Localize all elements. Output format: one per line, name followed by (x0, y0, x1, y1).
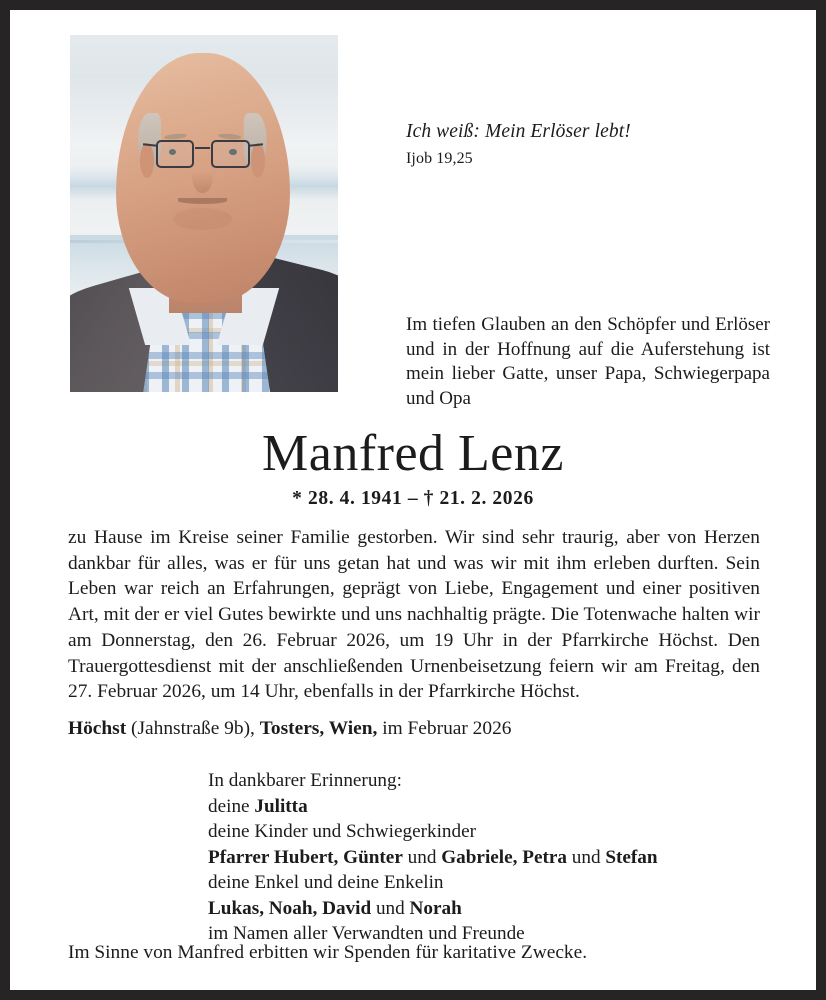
body-paragraph: zu Hause im Kreise seiner Familie gestorben. Wir sind sehr traurig, aber von Herzen dankbar für alles, was er für uns getan hat und was wir mit ihm erleben durften. Sein Leben war reich an Erfahrungen, geprägt von Liebe, Engagement und einer positiven Art, mit der er viel Gutes bewirkte und uns nachhaltig prägte. Die Totenwache halten wir am Donnerstag, den 26. Februar 2026, um 19 Uhr in der Pfarrkirche Höchst. Den Trauergottesdienst mit der anschließenden Urnenbeisetzung feiern wir am Freitag, den 27. Februar 2026, um 14 Uhr, ebenfalls in der Pfarrkirche Höchst. (68, 527, 760, 703)
photo-head (116, 53, 290, 303)
place-street: (Jahnstraße 9b), (126, 718, 260, 739)
photo-mouth (178, 198, 227, 204)
mourners-line-grandchildren-label: deine Enkel und deine Enkelin (208, 872, 444, 894)
photo-ear-left (140, 143, 154, 178)
bible-verse-source: Ijob 19,25 (406, 149, 473, 167)
place-month-year: im Februar 2026 (377, 718, 512, 739)
mourners-children-mid-a: und (402, 846, 442, 868)
place-secondary: Tosters, Wien, (259, 718, 378, 739)
mourners-children-a: Pfarrer Hubert, Günter (208, 846, 403, 868)
mourners-line-relatives: im Namen aller Verwandten und Freunde (208, 923, 525, 945)
place-primary: Höchst (68, 718, 127, 739)
life-dates: * 28. 4. 1941 – † 21. 2. 2026 (292, 488, 534, 509)
portrait-photo (70, 35, 338, 392)
name-block (10, 425, 816, 510)
place-and-date-line (68, 718, 768, 740)
mourners-grandchildren-a: Lukas, Noah, David (208, 897, 372, 919)
mourners-line-spouse (208, 794, 768, 820)
photo-eyeglasses-bridge (195, 147, 211, 149)
mourners-children-c: Stefan (605, 846, 658, 868)
mourners-block (208, 768, 768, 947)
bible-verse-block (406, 120, 776, 168)
mourners-line-children-names (208, 845, 768, 871)
top-section (10, 10, 816, 410)
mourners-children-mid-b: und (566, 846, 606, 868)
photo-eyeglasses-right-lens (211, 140, 250, 168)
intro-paragraph: Im tiefen Glauben an den Schöpfer und Erlöser und in der Hoffnung auf die Auferstehung ist mein lieber Gatte, unser Papa, Schwiegerpapa und Opa (406, 314, 770, 410)
photo-nose (192, 158, 213, 193)
mourners-line-grandchildren-names (208, 896, 768, 922)
deceased-name: Manfred Lenz (262, 425, 564, 482)
mourners-grandchildren-b: Norah (409, 897, 462, 919)
photo-eyeglasses-left-lens (156, 140, 195, 168)
bible-verse-quote: Ich weiß: Mein Erlöser lebt! (406, 121, 631, 142)
photo-chin (173, 208, 232, 230)
donation-note: Im Sinne von Manfred erbitten wir Spenden für karitative Zwecke. (68, 942, 588, 963)
mourners-children-b: Gabriele, Petra (441, 846, 567, 868)
photo-ear-right (251, 143, 265, 178)
mourners-spouse-prefix: deine (208, 795, 255, 817)
mourners-spouse-name: Julitta (254, 795, 308, 817)
mourners-heading: In dankbarer Erinnerung: (208, 770, 402, 791)
mourners-grandchildren-mid: und (371, 897, 410, 919)
mourners-line-children-label: deine Kinder und Schwiegerkinder (208, 821, 477, 843)
obituary-inner-panel (10, 10, 816, 990)
